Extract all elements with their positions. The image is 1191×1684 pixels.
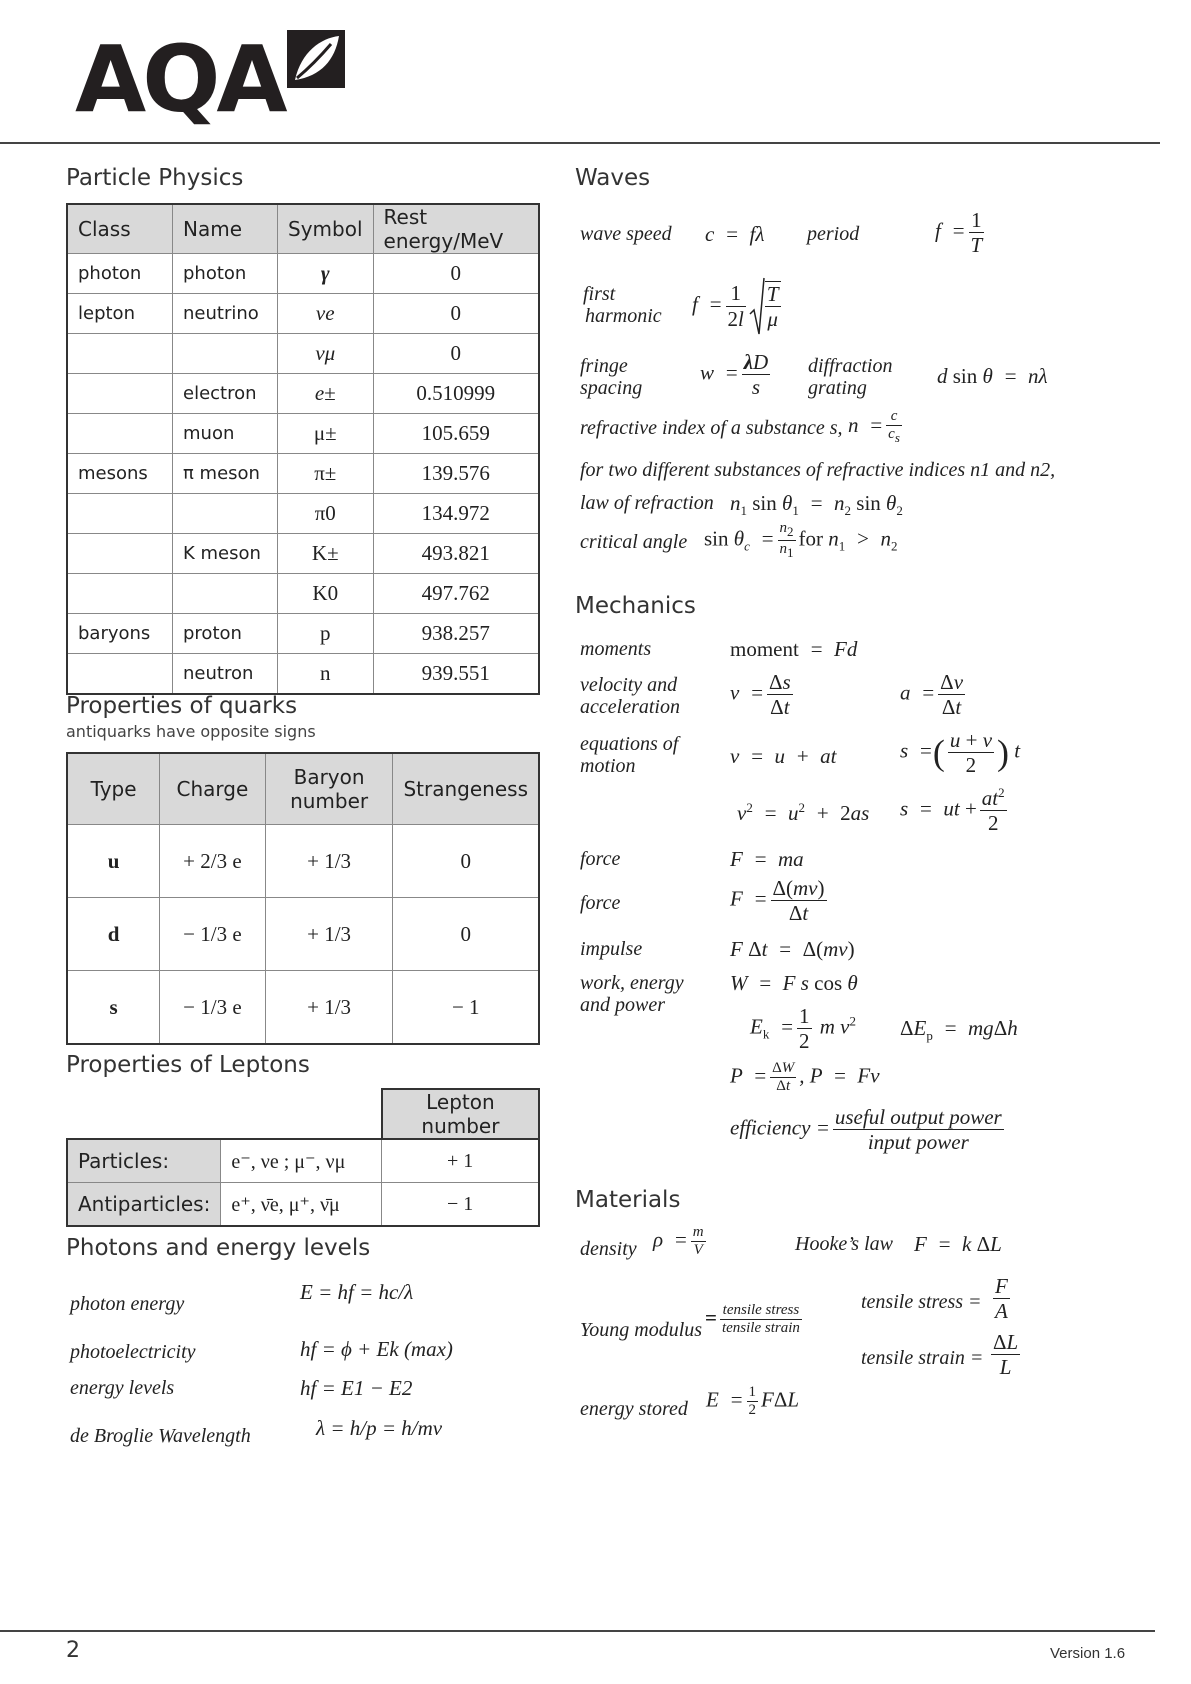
tensile-strain-equation: $\frac{\Delta L}{L}$ (993, 1330, 1019, 1380)
acceleration-equation: a = $\frac{\Delta v}{\Delta t}$ (900, 670, 964, 720)
table-cell (67, 654, 173, 695)
energy-levels-equation: hf = E1 − E2 (300, 1376, 413, 1400)
kinetic-energy-equation: $E_k$ = $\frac{1}{2}$ m $v^2$ (750, 1004, 856, 1054)
table-cell: mesons (67, 454, 173, 494)
column-header: Class (67, 204, 173, 254)
motion-label: motion (580, 755, 636, 777)
period-equation: f = $\frac{1}{T}$ (935, 208, 983, 258)
moments-label: moments (580, 638, 652, 660)
acceleration-label: acceleration (580, 696, 680, 718)
suvat-equation-2: s =( $\frac{u + v}{2}$ ) t (900, 728, 1021, 778)
spacing-label: spacing (580, 377, 643, 399)
power-label: and power (580, 994, 665, 1016)
table-cell: π0 (278, 494, 374, 534)
for-word: for (798, 526, 824, 551)
quarks-subheading: antiquarks have opposite signs (66, 722, 316, 741)
table-cell (173, 334, 278, 374)
table-row (67, 454, 539, 494)
useful-output-power: useful output power (834, 1105, 1002, 1129)
particle-physics-table (66, 203, 540, 695)
diffraction-label: diffraction (808, 355, 893, 377)
force-equation-2: F = $\frac{\Delta(mv)}{\Delta t}$ (730, 876, 825, 926)
force-equation-1: F = ma (730, 847, 804, 871)
young-modulus-equation: = $\frac{\text{tensile stress}}{\text{tensile strain}}$ (705, 1302, 800, 1337)
logo-text: AQA (75, 26, 284, 133)
law-of-refraction-equation: $n_1$ $\sin \theta_1 = n_2$ $\sin \theta_2$ (730, 491, 903, 519)
column-header: Baryon number (265, 753, 393, 825)
page-number: 2 (66, 1638, 80, 1663)
table-cell (67, 414, 173, 454)
table-cell: muon (173, 414, 278, 454)
table-row (67, 534, 539, 574)
mechanics-heading: Mechanics (575, 593, 696, 619)
version-label: Version 1.6 (1050, 1645, 1126, 1662)
table-cell: baryons (67, 614, 173, 654)
moment-word: moment (730, 637, 799, 661)
table-cell: n (278, 654, 374, 695)
table-cell: π meson (173, 454, 278, 494)
tensile-stress-term: tensile stress (722, 1302, 800, 1318)
table-row (67, 654, 539, 695)
density-equation: ρ = $\frac{m}{V}$ (653, 1224, 704, 1259)
leaf-mark-icon (287, 30, 345, 88)
table-cell: 493.821 (373, 534, 539, 574)
table-cell: K± (278, 534, 374, 574)
energy-levels-label: energy levels (70, 1377, 175, 1399)
tensile-strain-term: tensile strain (721, 1320, 800, 1337)
table-cell: 0 (373, 294, 539, 334)
table-cell: neutron (173, 654, 278, 695)
quarks-heading: Properties of quarks (66, 693, 298, 719)
table-row (67, 494, 539, 534)
column-header: Strangeness (393, 753, 539, 825)
harmonic-label: harmonic (585, 305, 662, 327)
quark-type: u (67, 825, 160, 898)
leptons-heading: Properties of Leptons (66, 1052, 310, 1078)
table-cell: 497.762 (373, 574, 539, 614)
table-cell: neutrino (173, 294, 278, 334)
fringe-spacing-equation: w = $\frac{\lambda D}{s}$ (700, 350, 769, 400)
table-row (67, 574, 539, 614)
table-cell: μ± (278, 414, 374, 454)
tensile-strain-label: tensile strain = (861, 1347, 984, 1369)
table-cell: 938.257 (373, 614, 539, 654)
refractive-index-equation: n = $\frac{c}{c_s}$ (848, 408, 900, 446)
table-cell (67, 334, 173, 374)
two-substances-label: for two different substances of refractive indices n1 and n2, (580, 459, 1056, 481)
density-label: density (580, 1238, 637, 1260)
velocity-label: velocity and (580, 674, 678, 696)
impulse-label: impulse (580, 938, 643, 960)
diffraction-grating-equation: d sin θ = nλ (937, 364, 1048, 388)
column-header: Lepton number (382, 1089, 539, 1139)
wave-speed-equation: c = fλ (705, 222, 765, 246)
lepton-number: − 1 (382, 1183, 539, 1227)
table-row (67, 1183, 539, 1227)
quark-baryon-number: + 1/3 (265, 825, 393, 898)
table-row (67, 294, 539, 334)
table-row (67, 1139, 539, 1183)
table-cell (173, 494, 278, 534)
equations-label: equations of (580, 733, 679, 755)
materials-heading: Materials (575, 1187, 681, 1213)
table-cell: photon (67, 254, 173, 294)
table-row (67, 898, 539, 971)
table-cell (67, 534, 173, 574)
critical-angle-label: critical angle (580, 531, 688, 553)
quark-charge: + 2/3 e (160, 825, 266, 898)
critical-angle-equation: $\sin \theta_c$ = $\frac{n_2}{n_1}$ for $n_1 > n_2$ (704, 520, 898, 560)
table-cell: 134.972 (373, 494, 539, 534)
lepton-particles: e⁻, νe ; μ⁻, νμ (221, 1139, 382, 1183)
power-equation: P = $\frac{\Delta W}{\Delta t}$ , P = Fv (730, 1060, 880, 1095)
efficiency-equation: efficiency = $\frac{\text{useful output power}}{\text{input power}}$ (730, 1105, 1002, 1155)
force-label-2: force (580, 892, 621, 914)
column-header: Rest energy/MeV (373, 204, 539, 254)
potential-energy-equation: $\Delta E_p = mg\Delta h$ (900, 1016, 1018, 1044)
hookes-law-label: Hooke’s law (795, 1233, 893, 1255)
table-cell: p (278, 614, 374, 654)
table-cell (173, 574, 278, 614)
photon-energy-equation: E = hf = hc/λ (300, 1280, 414, 1304)
table-cell: e± (278, 374, 374, 414)
velocity-equation: v = $\frac{\Delta s}{\Delta t}$ (730, 670, 791, 720)
table-cell: νμ (278, 334, 374, 374)
table-row (67, 614, 539, 654)
header-rule (0, 142, 1160, 144)
table-row (67, 374, 539, 414)
quark-strangeness: 0 (393, 898, 539, 971)
wave-speed-label: wave speed (580, 223, 672, 245)
lepton-particles: e⁺, ν̄e, μ⁺, ν̄μ (221, 1183, 382, 1227)
lepton-number: + 1 (382, 1139, 539, 1183)
quark-strangeness: 0 (393, 825, 539, 898)
tensile-stress-equation: $\frac{F}{A}$ (995, 1274, 1008, 1324)
law-of-refraction-label: law of refraction (580, 492, 714, 514)
lepton-row-label: Antiparticles: (67, 1183, 221, 1227)
table-cell: lepton (67, 294, 173, 334)
fringe-label: fringe (580, 355, 628, 377)
first-harmonic-equation: f = $\frac{1}{2l}$ $\frac{T}{\mu}$ (692, 276, 784, 336)
table-cell: π± (278, 454, 374, 494)
quark-charge: − 1/3 e (160, 898, 266, 971)
leptons-table (66, 1088, 540, 1227)
photons-heading: Photons and energy levels (66, 1235, 371, 1261)
lepton-row-label: Particles: (67, 1139, 221, 1183)
tensile-stress-label: tensile stress = (861, 1291, 982, 1313)
column-header: Type (67, 753, 160, 825)
table-cell: γ (278, 254, 374, 294)
energy-stored-equation: E = $\frac{1}{2}$ FΔL (706, 1384, 800, 1419)
table-cell: νe (278, 294, 374, 334)
footer-rule (0, 1630, 1155, 1632)
table-cell (67, 494, 173, 534)
quark-baryon-number: + 1/3 (265, 898, 393, 971)
table-cell: photon (173, 254, 278, 294)
work-equation: W = F s cos θ (730, 971, 858, 995)
de-broglie-label: de Broglie Wavelength (70, 1425, 251, 1447)
table-cell: 0 (373, 254, 539, 294)
column-header: Charge (160, 753, 266, 825)
moments-equation: moment = Fd (730, 637, 858, 661)
young-modulus-label: Young modulus (580, 1319, 703, 1341)
column-header: Name (173, 204, 278, 254)
grating-label: grating (808, 377, 867, 399)
suvat-equation-1: v = u + at (730, 744, 837, 768)
table-cell: K0 (278, 574, 374, 614)
table-row (67, 825, 539, 898)
waves-heading: Waves (575, 165, 651, 191)
de-broglie-equation: λ = h/p = h/mv (316, 1416, 443, 1440)
quark-type: d (67, 898, 160, 971)
table-cell: 105.659 (373, 414, 539, 454)
table-cell: 0.510999 (373, 374, 539, 414)
empty-cell (67, 1089, 221, 1139)
table-row (67, 254, 539, 294)
table-cell: K meson (173, 534, 278, 574)
table-cell: 939.551 (373, 654, 539, 695)
table-cell: electron (173, 374, 278, 414)
particle-physics-heading: Particle Physics (66, 165, 244, 191)
table-row (67, 971, 539, 1045)
photoelectricity-equation: hf = ϕ + Ek (max) (300, 1337, 453, 1361)
table-cell: 0 (373, 334, 539, 374)
work-label: work, energy (580, 972, 684, 994)
suvat-equation-3: $v^2 = u^2 + 2as$ (737, 800, 870, 825)
quark-baryon-number: + 1/3 (265, 971, 393, 1045)
refractive-index-label: refractive index of a substance s, (580, 417, 843, 439)
input-power: input power (833, 1129, 1004, 1154)
force-label-1: force (580, 848, 621, 870)
column-header: Symbol (278, 204, 374, 254)
table-cell: 139.576 (373, 454, 539, 494)
energy-stored-label: energy stored (580, 1398, 688, 1420)
empty-cell (221, 1089, 382, 1139)
aqa-logo (75, 26, 365, 133)
hookes-law-equation: F = k ΔL (914, 1232, 1002, 1256)
table-row (67, 414, 539, 454)
efficiency-word: efficiency (730, 1115, 811, 1140)
impulse-equation: F Δt = Δ(mv) (730, 937, 855, 961)
quark-strangeness: − 1 (393, 971, 539, 1045)
table-cell: proton (173, 614, 278, 654)
table-cell (67, 374, 173, 414)
suvat-equation-4: s = ut + $\frac{at^2}{2}$ (900, 785, 1005, 836)
photon-energy-label: photon energy (70, 1293, 185, 1315)
quarks-table (66, 752, 540, 1045)
period-label: period (807, 223, 860, 245)
quark-type: s (67, 971, 160, 1045)
first-label: first (583, 283, 616, 305)
table-row (67, 334, 539, 374)
quark-charge: − 1/3 e (160, 971, 266, 1045)
photoelectricity-label: photoelectricity (70, 1341, 196, 1363)
table-cell (67, 574, 173, 614)
